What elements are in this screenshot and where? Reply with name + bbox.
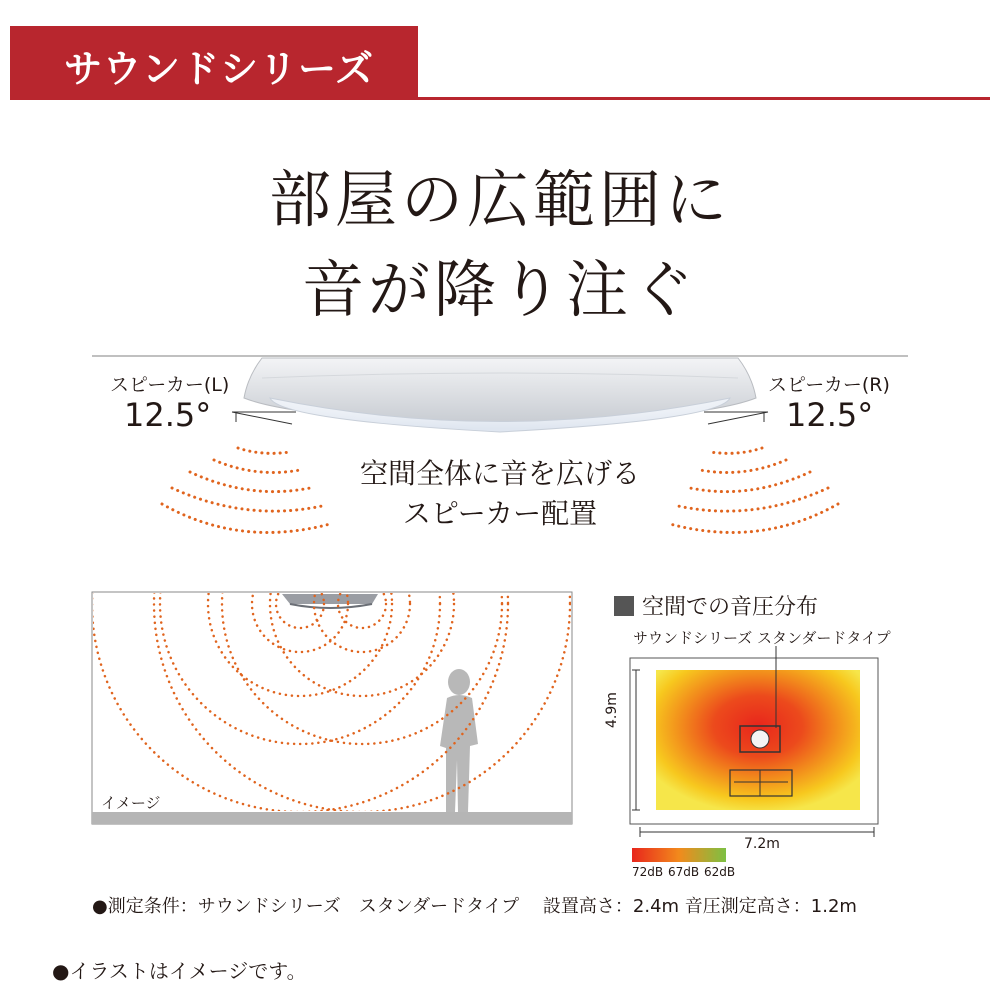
speaker-right-label: スピーカー(R): [768, 374, 890, 396]
room-frame: [92, 592, 572, 824]
headline-line-1: 部屋の広範囲に: [268, 163, 731, 236]
caption-line-1: 空間全体に音を広げる: [359, 457, 640, 490]
speaker-left-angle: 12.5°: [124, 396, 212, 434]
height-label: 4.9m: [604, 692, 620, 728]
distribution-title-text: 空間での音圧分布: [642, 595, 819, 620]
measurement-note: ●測定条件：サウンドシリーズ スタンダードタイプ 設置高さ：2.4m 音圧測定高さ：1.2m: [92, 896, 857, 917]
room-floor: [92, 812, 572, 824]
speaker-left-label: スピーカー(L): [110, 374, 230, 396]
db-scale-bar: [632, 848, 726, 862]
illustration-note: ●イラストはイメージです。: [52, 959, 307, 983]
angle-marker-right: [708, 412, 768, 424]
legend-label-62: 62dB: [704, 865, 736, 879]
speaker-right-angle: 12.5°: [786, 396, 874, 434]
legend-label-67: 67dB: [668, 865, 700, 879]
series-title: サウンドシリーズ: [64, 47, 375, 91]
distribution-title: [614, 590, 818, 621]
legend-label-72: 72dB: [632, 865, 664, 879]
square-bullet-icon: [614, 596, 634, 616]
angle-marker-left: [232, 412, 292, 424]
illustration-tag: イメージ: [101, 794, 161, 812]
room-lamp: [282, 594, 378, 604]
speaker-caption: [300, 454, 700, 534]
caption-line-2: スピーカー配置: [402, 497, 598, 530]
headline-line-2: 音が降り注ぐ: [301, 253, 698, 326]
width-label: 7.2m: [744, 836, 780, 852]
distribution-subtitle: サウンドシリーズ スタンダードタイプ: [633, 629, 891, 647]
